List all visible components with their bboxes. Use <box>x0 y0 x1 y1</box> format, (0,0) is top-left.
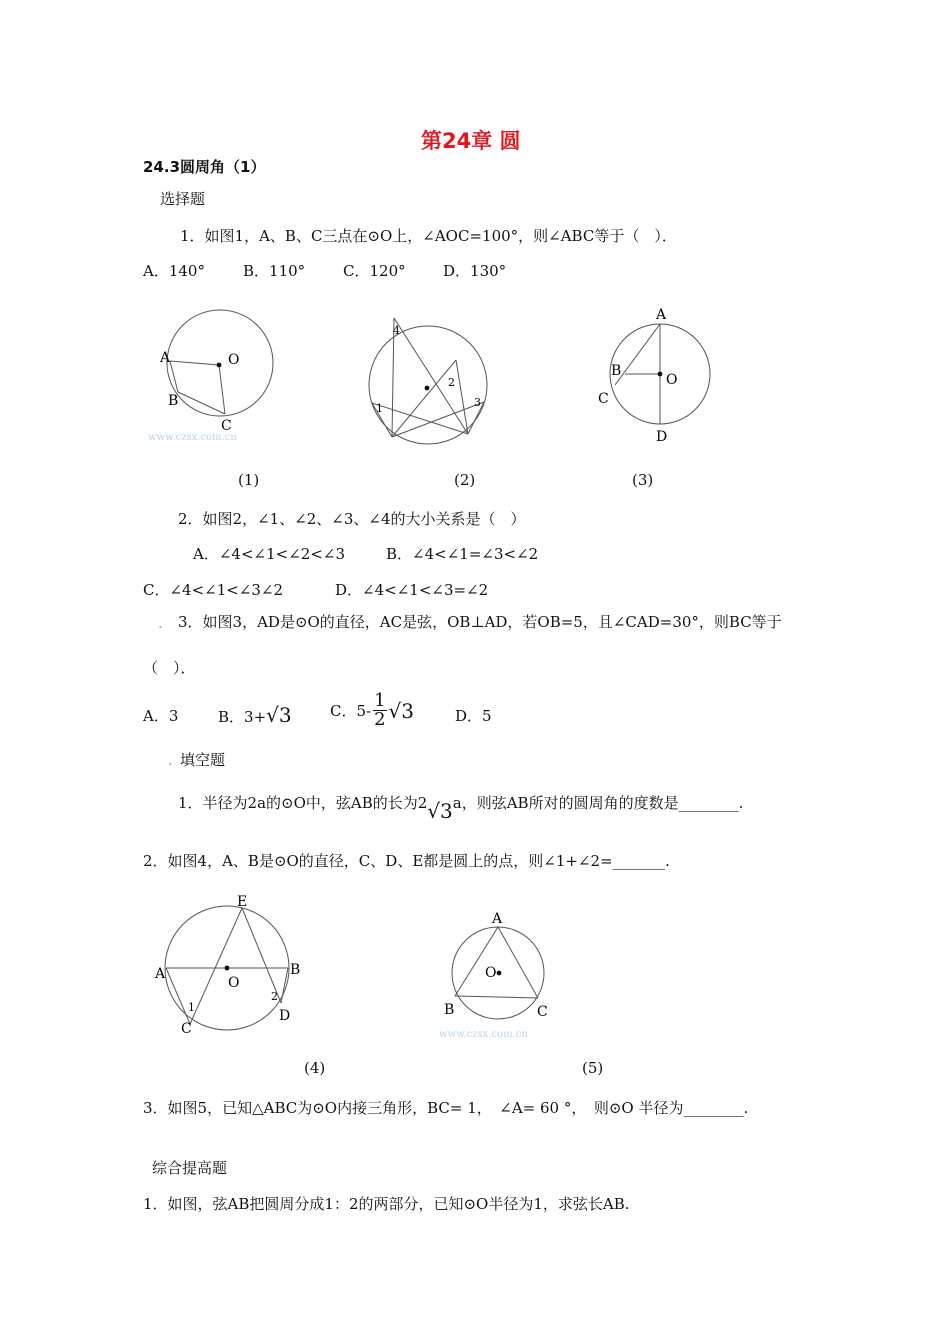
fig1-label-b: B <box>168 393 179 409</box>
fig4-label-1: 1 <box>188 1001 195 1014</box>
fig5-label-b: B <box>444 1002 455 1018</box>
advanced-q1: 1．如图，弦AB把圆周分成1：2的两部分，已知⊙O半径为1，求弦长AB. <box>143 1195 630 1213</box>
fig2-line-3 <box>392 360 456 437</box>
fig3-center-dot <box>658 372 663 377</box>
fig2-circle <box>369 326 487 444</box>
mc-heading: 选择题 <box>160 190 206 208</box>
mc-q3-option-b <box>218 705 292 727</box>
mc-q3-option-a: A．3 <box>143 707 179 725</box>
fig1-center-dot <box>217 363 222 368</box>
fig4-center-dot <box>225 966 230 971</box>
fig5-label-o: O <box>485 965 497 981</box>
mc-q2-option-a: A．∠4<∠1<∠2<∠3 <box>193 545 345 563</box>
mc-q3-option-b-prefix: B．3+ <box>218 708 267 726</box>
decor-dot: . <box>158 614 163 632</box>
mc-q3-stem-cont: （ ）． <box>143 659 196 677</box>
figure-2 <box>360 310 510 450</box>
fig4-label-2: 2 <box>271 990 278 1003</box>
fill-q3: 3．如图5，已知△ABC为⊙O内接三角形，BC= 1， ∠A= 60 °， 则⊙O 半径为________. <box>143 1099 749 1117</box>
fig2-line-5 <box>392 402 484 437</box>
fig2-label-2: 2 <box>448 376 455 389</box>
fig4-label-e: E <box>237 894 248 910</box>
fig1-segment-oc <box>219 365 225 414</box>
fig1-label-o: O <box>228 352 240 368</box>
fig4-caption: (4) <box>304 1059 326 1077</box>
mc-q2-option-b: B．∠4<∠1=∠3<∠2 <box>386 545 539 563</box>
fig4-label-c: C <box>181 1021 192 1037</box>
fig3-label-a: A <box>656 307 667 323</box>
fig2-label-3: 3 <box>474 396 481 409</box>
section-title: 24.3圆周角（1） <box>143 158 266 176</box>
mc-q1-stem: 1．如图1，A、B、C三点在⊙O上，∠AOC=100°，则∠ABC等于（ ）． <box>180 227 677 245</box>
page-title: 第24章 圆 <box>421 129 521 153</box>
fig3-label-d: D <box>656 429 668 445</box>
fig1-label-c: C <box>221 418 232 434</box>
decor-dot: . <box>168 751 173 769</box>
mc-q3-option-d: D．5 <box>455 707 492 725</box>
mc-q3-stem: 3．如图3，AD是⊙O的直径，AC是弦，OB⊥AD，若OB=5，且∠CAD=30°，则BC等于 <box>178 613 782 631</box>
fig2-center-dot <box>425 386 430 391</box>
fig4-label-b: B <box>290 962 301 978</box>
fig1-caption: (1) <box>238 471 260 489</box>
mc-q3-option-c <box>330 692 414 729</box>
mc-q1-option-c: C．120° <box>343 262 406 280</box>
mc-q3-option-c-prefix: C．5- <box>330 702 372 720</box>
fig4-chord-ed <box>242 908 281 1003</box>
fig1-watermark: www.czsx.com.cn <box>148 432 237 443</box>
fig4-label-o: O <box>228 975 240 991</box>
fig4-chord-ec <box>190 908 242 1024</box>
fig3-label-b: B <box>611 363 622 379</box>
mc-q2-option-d: D．∠4<∠1<∠3=∠2 <box>335 581 489 599</box>
fig4-label-d: D <box>279 1008 291 1024</box>
fill-q1-root: √3 <box>427 799 453 823</box>
fig2-caption: (2) <box>454 471 476 489</box>
mc-q1-option-a: A．140° <box>143 262 205 280</box>
mc-q2-option-c: C．∠4<∠1<∠3∠2 <box>143 581 284 599</box>
fig2-label-1: 1 <box>376 402 383 415</box>
fill-q1-suffix: a，则弦AB所对的圆周角的度数是________. <box>452 794 744 812</box>
fig2-line-2 <box>394 318 468 434</box>
fig5-watermark: www.czsx.com.cn <box>439 1029 528 1040</box>
fig5-side-bc <box>455 996 538 998</box>
figure-1 <box>148 300 298 450</box>
fraction-denominator: 2 <box>374 709 386 730</box>
figure-5 <box>435 905 575 1050</box>
fig5-label-a: A <box>492 911 503 927</box>
fill-q2: 2．如图4，A、B是⊙O的直径，C、D、E都是圆上的点，则∠1+∠2=_______. <box>143 852 670 870</box>
fig2-label-4: 4 <box>393 324 400 337</box>
fill-q1 <box>178 791 744 823</box>
fig5-side-ac <box>498 927 538 998</box>
figure-3 <box>590 300 730 450</box>
fig3-label-o: O <box>666 372 678 388</box>
mc-q2-stem: 2．如图2，∠1、∠2、∠3、∠4的大小关系是（ ） <box>178 510 526 528</box>
fig5-caption: (5) <box>582 1059 604 1077</box>
fig3-caption: (3) <box>632 471 654 489</box>
fig2-line-4 <box>456 360 468 434</box>
fill-heading: 填空题 <box>180 751 226 769</box>
fig5-center-dot <box>497 971 502 976</box>
mc-q1-option-d: D．130° <box>443 262 507 280</box>
fig1-segment-ab <box>170 361 178 392</box>
fig4-chord-ac <box>166 968 190 1024</box>
mc-q3-option-b-root: √3 <box>266 703 292 727</box>
fill-q1-prefix: 1．半径为2a的⊙O中，弦AB的长为2 <box>178 794 428 812</box>
fig4-label-a: A <box>155 966 166 982</box>
mc-q3-option-c-fraction <box>373 692 386 729</box>
mc-q1-option-b: B．110° <box>243 262 306 280</box>
fig3-chord-ac <box>615 324 660 385</box>
fig5-side-ab <box>455 927 498 996</box>
fig3-label-c: C <box>598 391 609 407</box>
figure-4 <box>150 890 310 1040</box>
advanced-heading: 综合提高题 <box>152 1159 228 1177</box>
fig1-segment-ao <box>170 361 219 365</box>
fraction-numerator: 1 <box>374 690 386 711</box>
fig1-label-a: A <box>160 350 171 366</box>
mc-q3-option-c-root: √3 <box>388 698 415 723</box>
fig2-line-6 <box>372 403 468 434</box>
fig5-label-c: C <box>537 1004 548 1020</box>
